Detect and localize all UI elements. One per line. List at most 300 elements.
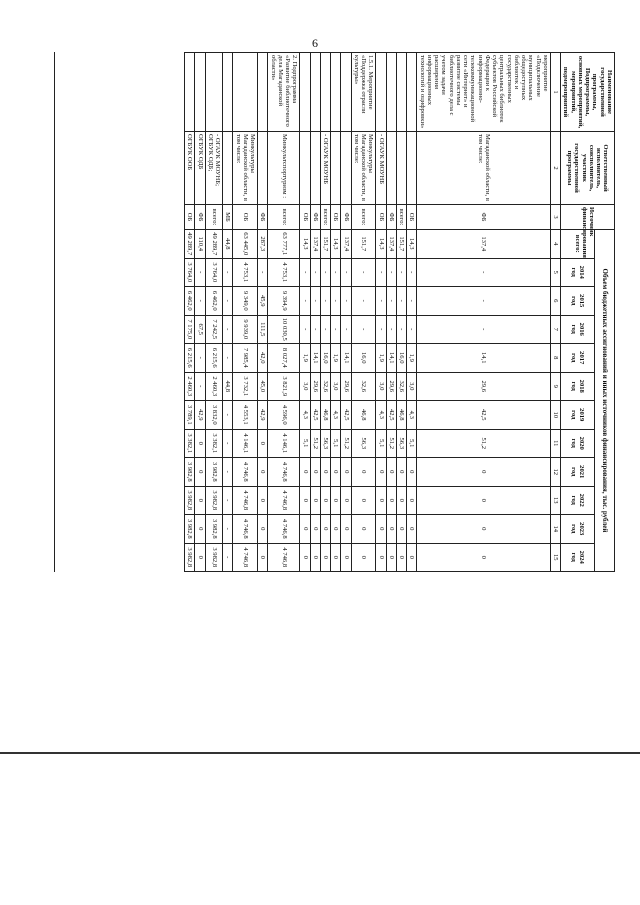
cell-value: - [300, 258, 310, 287]
cell-name: 1.5.1. Мероприятие «Поддержка отрасли культуры» [351, 53, 376, 132]
column-number: 9 [551, 372, 561, 401]
cell-value: - [223, 287, 233, 316]
cell-value: 7 175,0 [185, 315, 195, 344]
cell-name [376, 53, 386, 132]
cell-executor [397, 132, 407, 205]
cell-value: - [321, 258, 331, 287]
cell-value: 16,0 [321, 344, 331, 373]
cell-value: 2 460,3 [185, 372, 195, 401]
cell-source: ОБ [407, 205, 417, 230]
column-number: 5 [551, 258, 561, 287]
cell-executor [341, 132, 351, 205]
cell-value: 3,0 [300, 372, 310, 401]
cell-value: - [223, 543, 233, 572]
cell-value: 46,8 [321, 401, 331, 430]
cell-value: - [321, 315, 331, 344]
table-row [233, 53, 258, 572]
cell-value: 0 [310, 486, 320, 515]
cell-value: 4,3 [407, 401, 417, 430]
table-row [321, 53, 331, 572]
cell-source: ФБ [417, 205, 551, 230]
cell-value: 9 939,0 [233, 315, 258, 344]
cell-value: 0 [310, 543, 320, 572]
cell-value: 0 [407, 543, 417, 572]
cell-value: 0 [351, 486, 376, 515]
cell-value: 45,9 [258, 287, 268, 316]
cell-value: 0 [376, 486, 386, 515]
cell-value: - [223, 486, 233, 515]
cell-value: 44,8 [223, 230, 233, 259]
column-number: 15 [551, 543, 561, 572]
cell-value: 29,6 [386, 372, 396, 401]
cell-value: 0 [341, 515, 351, 544]
rotated-table-frame [54, 52, 615, 572]
cell-value: 3 982,8 [205, 543, 223, 572]
cell-value: - [407, 258, 417, 287]
cell-value: 45,0 [258, 372, 268, 401]
cell-value: 0 [331, 486, 341, 515]
cell-value: 0 [341, 486, 351, 515]
cell-source: МБ [223, 205, 233, 230]
table-row [417, 53, 551, 572]
cell-value: 56,3 [321, 429, 331, 458]
column-number: 10 [551, 401, 561, 430]
column-number: 8 [551, 344, 561, 373]
cell-source: ОБ [185, 205, 195, 230]
cell-source: всего: [351, 205, 376, 230]
cell-executor [386, 132, 396, 205]
cell-value: 14,3 [407, 230, 417, 259]
cell-value: 46,8 [351, 401, 376, 430]
cell-source: ОБ [376, 205, 386, 230]
cell-value: - [341, 287, 351, 316]
cell-value: - [376, 287, 386, 316]
cell-executor: ОГБУК ООБ [185, 132, 195, 205]
cell-value: 4 146,1 [268, 429, 300, 458]
cell-name [331, 53, 341, 132]
cell-value: 67,5 [195, 315, 205, 344]
cell-value: - [386, 315, 396, 344]
cell-value: 287,3 [258, 230, 268, 259]
column-number: 4 [551, 230, 561, 259]
header-year: 2018 год [561, 372, 594, 401]
table-row [195, 53, 205, 572]
header-financing: Объем бюджетных ассигнований и иных источников финансирования, тыс. рублей [594, 230, 614, 572]
cell-value: - [195, 287, 205, 316]
cell-value: 3 764,0 [185, 258, 195, 287]
cell-value: 151,7 [321, 230, 331, 259]
cell-value: 3,0 [331, 372, 341, 401]
header-total: всего: [561, 230, 594, 259]
header-year: 2019 год [561, 401, 594, 430]
cell-name [258, 53, 268, 132]
cell-value: 4 746,8 [233, 543, 258, 572]
cell-value: 0 [300, 515, 310, 544]
cell-value: 3 732,1 [233, 372, 258, 401]
header-year: 2024 год [561, 543, 594, 572]
cell-value: 32,6 [321, 372, 331, 401]
cell-source: всего: [397, 205, 407, 230]
cell-name [386, 53, 396, 132]
rotated-content [55, 52, 615, 572]
cell-value: 42,5 [417, 401, 551, 430]
header-year: 2023 год [561, 515, 594, 544]
table-row [310, 53, 320, 572]
cell-value: 4 753,1 [233, 258, 258, 287]
table-row [223, 53, 233, 572]
table-row [407, 53, 417, 572]
cell-value: 3 982,8 [205, 515, 223, 544]
cell-value: - [331, 258, 341, 287]
cell-value: 3 382,1 [205, 429, 223, 458]
cell-executor [310, 132, 320, 205]
cell-value: 4 553,1 [233, 401, 258, 430]
cell-value: 4 746,8 [268, 486, 300, 515]
cell-value: 0 [331, 515, 341, 544]
cell-value: 42,0 [258, 344, 268, 373]
cell-name [233, 53, 258, 132]
cell-value: 3 821,9 [268, 372, 300, 401]
cell-value: - [310, 258, 320, 287]
cell-value: 32,6 [351, 372, 376, 401]
cell-executor: Магаданской области, в том числе: [417, 132, 551, 205]
cell-value: 0 [331, 543, 341, 572]
cell-value: 51,2 [341, 429, 351, 458]
cell-name [310, 53, 320, 132]
cell-value: 0 [341, 543, 351, 572]
cell-value: 3 982,8 [205, 486, 223, 515]
column-number: 1 [551, 53, 561, 132]
cell-value: 42,5 [386, 401, 396, 430]
cell-value: 3 382,1 [185, 429, 195, 458]
cell-value: - [223, 344, 233, 373]
cell-value: 5,1 [376, 429, 386, 458]
cell-value: 0 [397, 458, 407, 487]
table-row [185, 53, 195, 572]
cell-name: 2. Подпрограмма «Развитие библиотечного дела Магаданской области» [268, 53, 300, 132]
cell-value: - [397, 315, 407, 344]
cell-value: 0 [351, 515, 376, 544]
cell-source: ОБ [331, 205, 341, 230]
cell-value: 3 982,8 [185, 515, 195, 544]
cell-value: 14,1 [417, 344, 551, 373]
cell-value: 0 [386, 458, 396, 487]
cell-executor: Минкультспортуризм : [268, 132, 300, 205]
cell-value: 0 [376, 543, 386, 572]
cell-value: 14,1 [341, 344, 351, 373]
cell-value: 0 [300, 486, 310, 515]
cell-value: 51,2 [310, 429, 320, 458]
cell-value: 42,9 [195, 401, 205, 430]
cell-executor: - ОГАУК МОУНБ [376, 132, 386, 205]
cell-value: - [351, 315, 376, 344]
cell-value: 111,5 [258, 315, 268, 344]
column-number: 2 [551, 132, 561, 205]
cell-value: - [417, 287, 551, 316]
cell-name [205, 53, 223, 132]
column-number: 3 [551, 205, 561, 230]
cell-name [397, 53, 407, 132]
cell-value: 10 030,5 [268, 315, 300, 344]
cell-value: - [417, 258, 551, 287]
header-year: 2022 год [561, 486, 594, 515]
cell-name [223, 53, 233, 132]
cell-value: 46,8 [397, 401, 407, 430]
column-number-row [551, 53, 561, 572]
cell-executor: ОГБУК ОДБ [195, 132, 205, 205]
cell-value: 2 460,3 [205, 372, 223, 401]
cell-value: 0 [376, 515, 386, 544]
cell-value: 4 746,8 [268, 515, 300, 544]
cell-value: - [341, 315, 351, 344]
cell-value: 3,0 [407, 372, 417, 401]
cell-value: 63 777,1 [268, 230, 300, 259]
cell-value: 14,1 [386, 344, 396, 373]
cell-value: 5,1 [407, 429, 417, 458]
cell-value: - [195, 344, 205, 373]
cell-value: 151,7 [397, 230, 407, 259]
cell-value: 42,5 [341, 401, 351, 430]
cell-value: 137,4 [386, 230, 396, 259]
cell-value: - [331, 287, 341, 316]
cell-executor: Минкультуры Магаданской области, в том числе: [351, 132, 376, 205]
table-row [300, 53, 310, 572]
cell-value: - [195, 258, 205, 287]
cell-source: всего: [268, 205, 300, 230]
cell-value: 29,6 [341, 372, 351, 401]
cell-value: 0 [386, 486, 396, 515]
cell-value: 4 753,1 [268, 258, 300, 287]
cell-value: - [321, 287, 331, 316]
column-number: 13 [551, 486, 561, 515]
cell-value: - [195, 372, 205, 401]
cell-value: 0 [258, 486, 268, 515]
cell-value: - [351, 258, 376, 287]
cell-value: - [300, 287, 310, 316]
cell-name [185, 53, 195, 132]
column-number: 6 [551, 287, 561, 316]
cell-value: 6 462,0 [185, 287, 195, 316]
table-row [386, 53, 396, 572]
cell-name: мероприятие «Подключение муниципальных общедоступных библиотек и государственных центральных библиотек субъектов Российской Федерации к информационно-телекоммуникационной сети «Интернет» и развитие системы библиотечного дела с учетом задачи расширения информационных технологий и оцифровки» [417, 53, 551, 132]
cell-value: 1,9 [376, 344, 386, 373]
cell-value: 0 [407, 486, 417, 515]
cell-value: 63 445,0 [233, 230, 258, 259]
header-year: 2017 год [561, 344, 594, 373]
table-row [351, 53, 376, 572]
cell-value: - [407, 315, 417, 344]
cell-value: 3 982,8 [185, 458, 195, 487]
cell-value: 14,3 [376, 230, 386, 259]
cell-value: 137,4 [417, 230, 551, 259]
cell-value: 0 [321, 458, 331, 487]
cell-value: 0 [397, 486, 407, 515]
cell-value: 0 [417, 515, 551, 544]
cell-value: 0 [258, 543, 268, 572]
cell-executor: - ОГАУК МОУНБ; ОГБУК ОДБ; [205, 132, 223, 205]
cell-value: - [386, 258, 396, 287]
header-row-main [594, 53, 614, 572]
cell-name [300, 53, 310, 132]
cell-value: - [223, 458, 233, 487]
cell-value: 51,2 [417, 429, 551, 458]
cell-value: - [397, 287, 407, 316]
cell-value: 8 027,4 [268, 344, 300, 373]
cell-source: ФБ [341, 205, 351, 230]
cell-value: 0 [310, 515, 320, 544]
cell-value: 49 289,7 [205, 230, 223, 259]
table-row [331, 53, 341, 572]
cell-executor: Минкультуры Магаданской области, в том числе: [233, 132, 258, 205]
header-year: 2020 год [561, 429, 594, 458]
cell-value: 1,9 [300, 344, 310, 373]
table-body [185, 53, 551, 572]
cell-value: 0 [397, 515, 407, 544]
cell-value: 14,3 [300, 230, 310, 259]
cell-value: 4 746,8 [268, 458, 300, 487]
cell-source: ОБ [300, 205, 310, 230]
cell-value: 9 349,0 [233, 287, 258, 316]
cell-value: 6 215,6 [205, 344, 223, 373]
cell-value: 0 [300, 458, 310, 487]
cell-value: 0 [386, 543, 396, 572]
cell-value: 0 [195, 515, 205, 544]
cell-value: 0 [195, 543, 205, 572]
page-number: 6 [312, 36, 318, 50]
cell-value: - [376, 258, 386, 287]
cell-value: 0 [397, 543, 407, 572]
cell-value: 16,0 [397, 344, 407, 373]
cell-value: - [310, 315, 320, 344]
column-number: 7 [551, 315, 561, 344]
cell-value: - [417, 315, 551, 344]
cell-value: 0 [331, 458, 341, 487]
header-name: Наименование государственной программы, Подпрограммы, основных мероприятий, мероприятий, подмероприятий [561, 53, 615, 132]
table-row [205, 53, 223, 572]
cell-value: 9 394,9 [268, 287, 300, 316]
cell-value: 42,9 [258, 401, 268, 430]
cell-value: 4 746,8 [268, 543, 300, 572]
cell-value: 4 596,0 [268, 401, 300, 430]
cell-value: - [331, 315, 341, 344]
cell-value: 110,4 [195, 230, 205, 259]
cell-value: - [223, 315, 233, 344]
cell-value: 0 [407, 515, 417, 544]
cell-value: 4 746,8 [233, 458, 258, 487]
cell-value: 4,3 [376, 401, 386, 430]
header-year: 2016 год [561, 315, 594, 344]
cell-source: ФБ [195, 205, 205, 230]
cell-value: 29,6 [310, 372, 320, 401]
cell-value: 151,7 [351, 230, 376, 259]
cell-executor [223, 132, 233, 205]
cell-value: - [386, 287, 396, 316]
cell-value: 3 832,0 [205, 401, 223, 430]
cell-value: - [223, 401, 233, 430]
cell-value: 4,3 [331, 401, 341, 430]
cell-value: 3,0 [376, 372, 386, 401]
financing-table [184, 52, 615, 572]
table-row [258, 53, 268, 572]
cell-value: 7 985,4 [233, 344, 258, 373]
cell-value: - [223, 429, 233, 458]
cell-executor [300, 132, 310, 205]
cell-name [341, 53, 351, 132]
cell-source: всего: [205, 205, 223, 230]
cell-executor [407, 132, 417, 205]
cell-value: 14,1 [310, 344, 320, 373]
cell-value: 0 [321, 543, 331, 572]
cell-value: 0 [341, 458, 351, 487]
cell-name [195, 53, 205, 132]
cell-source: ФБ [310, 205, 320, 230]
table-row [268, 53, 300, 572]
cell-value: - [310, 287, 320, 316]
cell-value: 0 [258, 429, 268, 458]
cell-value: 3 982,8 [205, 458, 223, 487]
header-year: 2014 год [561, 258, 594, 287]
cell-value: 4 146,1 [233, 429, 258, 458]
cell-executor [258, 132, 268, 205]
cell-value: 0 [351, 543, 376, 572]
cell-value: 0 [258, 458, 268, 487]
cell-value: 0 [300, 543, 310, 572]
cell-source: ФБ [386, 205, 396, 230]
cell-value: 0 [417, 486, 551, 515]
cell-value: 0 [351, 458, 376, 487]
cell-value: 1,9 [331, 344, 341, 373]
cell-value: 49 289,7 [185, 230, 195, 259]
cell-value: 6 462,0 [205, 287, 223, 316]
cell-value: - [223, 515, 233, 544]
header-year: 2021 год [561, 458, 594, 487]
cell-source: ФБ [258, 205, 268, 230]
cell-value: 5,1 [300, 429, 310, 458]
cell-value: 0 [321, 515, 331, 544]
table-row [397, 53, 407, 572]
cell-value: 4 746,8 [233, 486, 258, 515]
column-number: 11 [551, 429, 561, 458]
cell-value: - [407, 287, 417, 316]
cell-value: 42,5 [310, 401, 320, 430]
cell-value: 4 746,8 [233, 515, 258, 544]
cell-executor: - ОГАУК МОУНБ [321, 132, 331, 205]
cell-source: ОБ [233, 205, 258, 230]
cell-executor [331, 132, 341, 205]
cell-value: 3 789,1 [185, 401, 195, 430]
cell-value: - [351, 287, 376, 316]
cell-value: 32,6 [397, 372, 407, 401]
cell-value: 1,9 [407, 344, 417, 373]
cell-value: 0 [407, 458, 417, 487]
cell-source: всего: [321, 205, 331, 230]
cell-value: - [223, 258, 233, 287]
cell-value: 16,0 [351, 344, 376, 373]
cell-value: 4,3 [300, 401, 310, 430]
cell-value: 0 [310, 458, 320, 487]
cell-value: 0 [321, 486, 331, 515]
header-source: Источник финансирования [561, 205, 615, 230]
cell-value: 0 [195, 458, 205, 487]
cell-value: - [397, 258, 407, 287]
cell-value: 56,3 [351, 429, 376, 458]
column-number: 14 [551, 515, 561, 544]
cell-value: - [300, 315, 310, 344]
column-number: 12 [551, 458, 561, 487]
cell-value: 137,4 [341, 230, 351, 259]
header-year: 2015 год [561, 287, 594, 316]
table-row [376, 53, 386, 572]
